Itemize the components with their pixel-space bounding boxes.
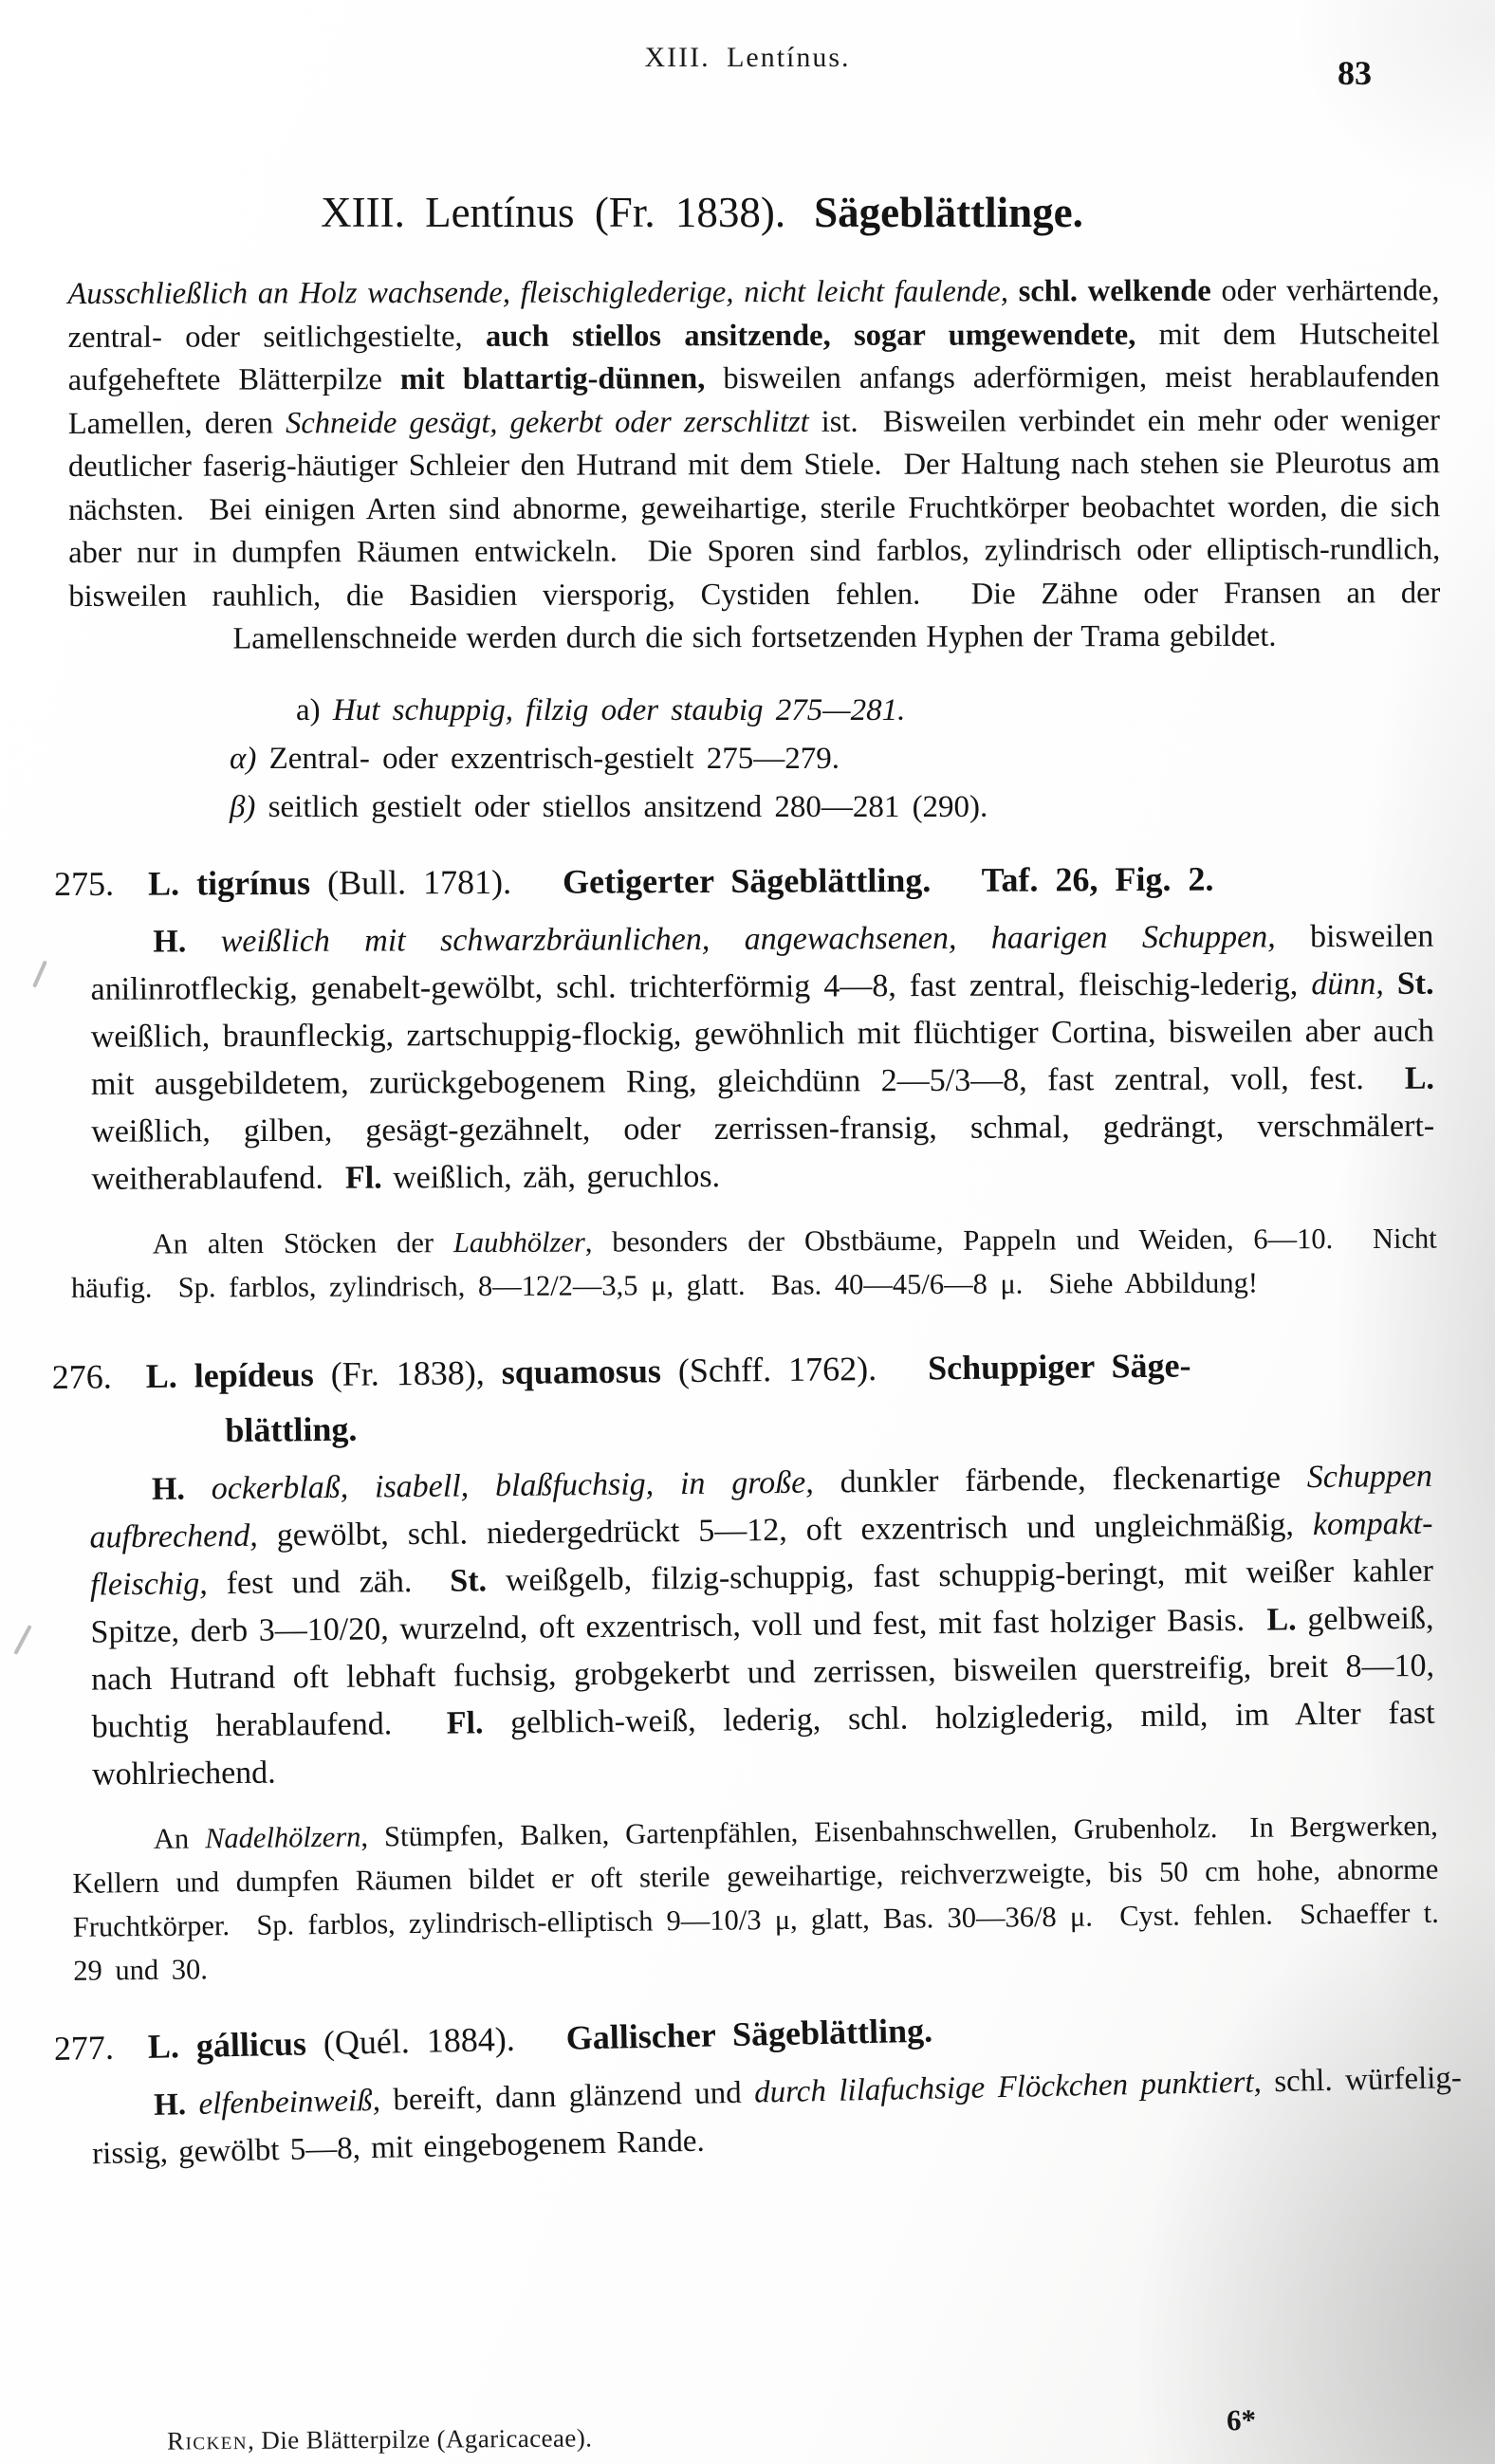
species-entry-276 [51,1334,1445,1992]
running-header: XIII. Lentínus. [644,42,851,73]
species-description: H. elfenbeinweiß, bereift, dann glänzend und durch lilafuchsige Flöckchen punktiert, schl. würfelig-rissig, gewölbt 5—8, mit eingebogenem Rande. [91,2060,1463,2171]
species-heading: 275. L. tigrínus (Bull. 1781). Getigerter Sägeblättling. Taf. 26, Fig. 2. [53,859,1214,903]
key-line-beta: β) seitlich gestielt oder stiellos ansitzend 280—281 (290). [230,789,988,824]
footer-imprint: Ricken, Die Blätterpilze (Agaricaceae). [166,2423,593,2455]
page-number: 83 [1338,54,1372,92]
species-habitat-note: An alten Stöcken der Laubhölzer, besonders der Obstbäume, Pappeln und Weiden, 6—10. Nicht häufig. Sp. farblos, zylindrisch, 8—12/2—3,5 μ, glatt. Bas. 40—45/6—8 μ. Siehe Abbildung! [70,1222,1437,1304]
key-line-alpha: α) Zentral- oder exzentrisch-gestielt 275—279. [230,741,840,776]
chapter-heading-german: Sägeblättlinge. [814,189,1083,236]
key-line-a: a) Hut schuppig, filzig oder staubig 275—281. [296,692,906,727]
species-entry-277 [53,1992,1463,2179]
printer-signature-mark: 6* [1226,2402,1257,2437]
chapter-heading [0,186,1449,239]
species-heading: 277. L. gállicus (Quél. 1884). Gallischer Sägeblättling. [53,2011,933,2068]
genus-description-paragraph: Ausschließlich an Holz wachsende, fleischiglederige, nicht leicht faulende, schl. welkende oder verhärtende, zentral- oder seitlichgestielte, auch stiellos ansitzende, sogar umgewendete, mit dem Hutscheitel aufgeheftete Blätterpilze mit blattartig-dünnen, bisweilen anfangs aderförmigen, meist herablaufenden Lamellen, deren Schneide gesägt, gekerbt oder zerschlitzt ist. Bisweilen verbindet ein mehr oder weniger deutlicher faserig-häutiger Schleier den Hutrand mit dem Stiele. Der Haltung nach stehen sie Pleurotus am nächsten. Bei einigen Arten sind abnorme, geweihartige, sterile Fruchtkörper beobachtet worden, die sich aber nur in dumpfen Räumen entwickeln. Die Sporen sind farblos, zylindrisch oder elliptisch-rundlich, bisweilen rauhlich, die Basidien viersporig, Cystiden fehlen. Die Zähne oder Fransen an der Lamellenschneide werden durch die sich fortsetzenden Hyphen der Trama gebildet. [67,273,1441,656]
text-column [0,186,1495,2179]
species-heading: 276. L. lepídeus (Fr. 1838), squamosus (Schff. 1762). Schuppiger Säge- blättling. [51,1345,1191,1449]
species-description: H. weißlich mit schwarzbräunlichen, angewachsenen, haarigen Schuppen, bisweilen anilinrotfleckig, genabelt-gewölbt, schl. trichterförmig 4—8, fast zentral, fleischig-lederig, dünn, St. weißlich, braunfleckig, zartschuppig-flockig, gewöhnlich mit flüchtiger Cortina, bisweilen aber auch mit ausgebildetem, zurückgebogenem Ring, gleichdünn 2—5/3—8, fast zentral, voll, fest. L. weißlich, gilben, gesägt-gezähnelt, oder zerrissen-fransig, schmal, gedrängt, verschmälert-weitherablaufend. Fl. weißlich, zäh, geruchlos. [90,918,1435,1197]
species-entry-275 [54,850,1443,1309]
determination-key [230,687,1495,832]
species-description: H. ockerblaß, isabell, blaßfuchsig, in große, dunkler färbende, fleckenartige Schuppen aufbrechend, gewölbt, schl. niedergedrückt 5—12, oft exzentrisch und ungleichmäßig, kompakt-fleischig, fest und zäh. St. weißgelb, filzig-schuppig, fast schuppig-beringt, mit weißer kahler Spitze, derb 3—10/20, wurzelnd, oft exzentrisch, voll und fest, mit fast holziger Basis. L. gelbweiß, nach Hutrand oft lebhaft fuchsig, grobgekerbt und zerrissen, bisweilen querstreifig, breit 8—10, buchtig herablaufend. Fl. gelblich-weiß, lederig, schl. holziglederig, mild, im Alter fast wohlriechend. [89,1458,1435,1793]
chapter-heading-latin: XIII. Lentínus (Fr. 1838). [321,189,786,236]
species-habitat-note: An Nadelhölzern, Stümpfen, Balken, Gartenpfählen, Eisenbahnschwellen, Grubenholz. In Bergwerken, Kellern und dumpfen Räumen bildet er oft sterile geweihartige, reichverzweigte, bis 50 cm hohe, abnorme Fruchtkörper. Sp. farblos, zylindrisch-elliptisch 9—10/3 μ, glatt, Bas. 30—36/8 μ. Cyst. fehlen. Schaeffer t. 29 und 30. [72,1809,1439,1987]
